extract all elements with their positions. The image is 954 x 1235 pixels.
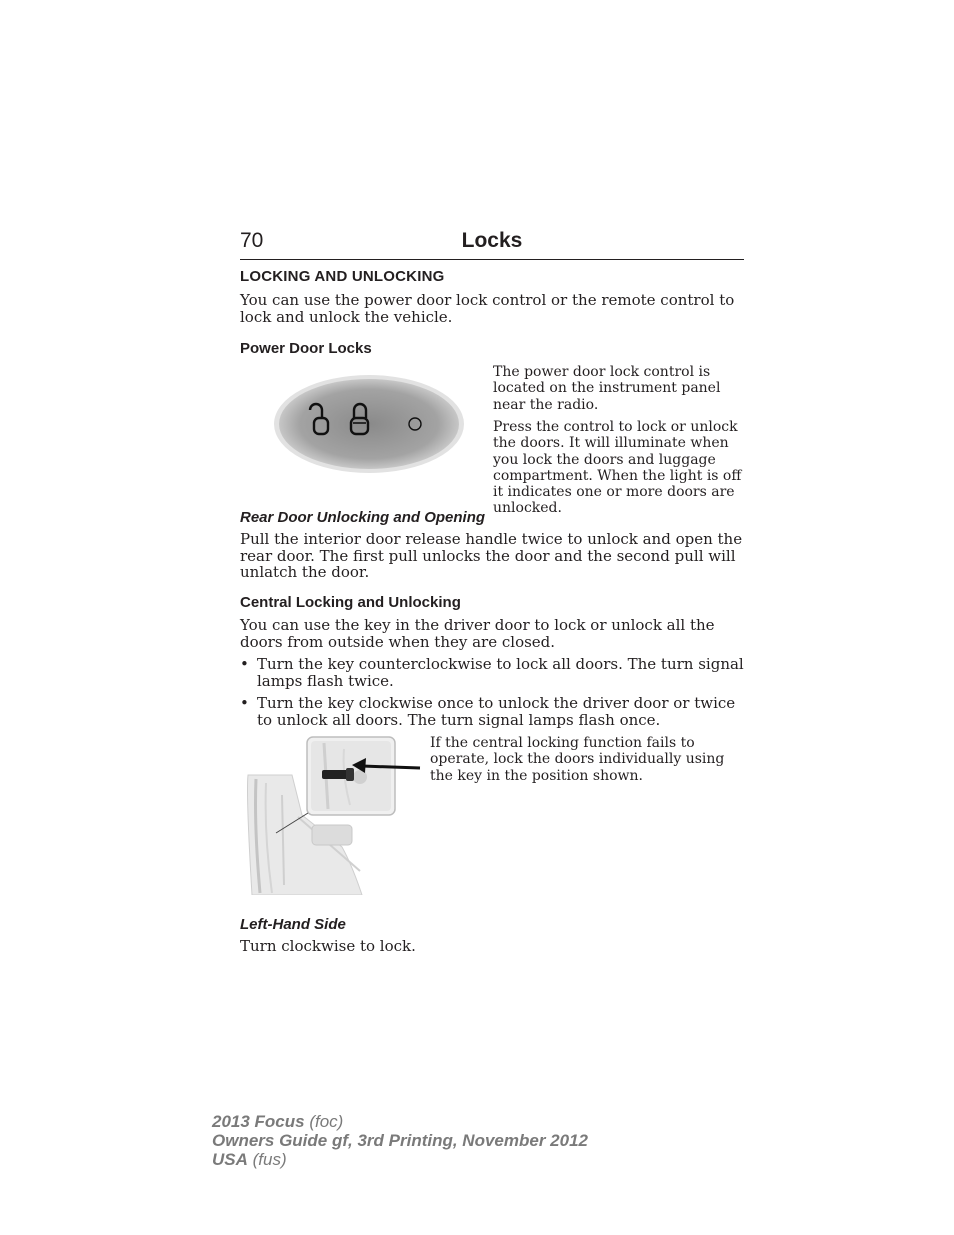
page-header — [240, 229, 744, 260]
footer-line-3: USA (fus) — [212, 1150, 287, 1169]
power-door-locks-heading: Power Door Locks — [240, 340, 372, 357]
lock-switch-illustration — [270, 372, 468, 476]
left-hand-side-text: Turn clockwise to lock. — [240, 937, 416, 955]
door-key-illustration — [242, 735, 424, 895]
footer-line-1: 2013 Focus (foc) — [212, 1112, 344, 1131]
list-item-text: Turn the key clockwise once to unlock the driver door or twice to unlock all doors. The turn signal lamps flash once. — [257, 694, 736, 729]
list-item-text: Turn the key counterclockwise to lock all doors. The turn signal lamps flash twice. — [257, 655, 744, 690]
power-door-locks-text2: Press the control to lock or unlock the doors. It will illuminate when you lock the doors and luggage compartment. When the light is off it indicates one or more doors are unlocked. — [493, 419, 742, 517]
chapter-title: Locks — [461, 229, 523, 252]
left-hand-side-heading: Left-Hand Side — [240, 916, 346, 933]
central-locking-intro: You can use the key in the driver door to lock or unlock all the doors from outside when they are closed. — [240, 616, 715, 651]
central-locking-fail-text: If the central locking function fails to operate, lock the doors individually using the key in the position shown. — [430, 735, 725, 784]
footer-line-2: Owners Guide gf, 3rd Printing, November 2012 — [212, 1131, 588, 1150]
central-locking-heading: Central Locking and Unlocking — [240, 594, 461, 611]
bullet-icon: • — [240, 655, 249, 673]
section-title: LOCKING AND UNLOCKING — [240, 268, 445, 285]
section-intro: You can use the power door lock control or the remote control to lock and unlock the vehicle. — [240, 291, 735, 326]
page-number: 70 — [240, 229, 264, 252]
power-door-locks-text1: The power door lock control is located on the instrument panel near the radio. — [493, 364, 721, 413]
page-footer — [212, 1112, 588, 1169]
rear-door-heading: Rear Door Unlocking and Opening — [240, 509, 486, 526]
rear-door-text: Pull the interior door release handle twice to unlock and open the rear door. The first pull unlocks the door and the second pull will unlatch the door. — [240, 530, 743, 581]
bullet-icon: • — [240, 694, 249, 712]
